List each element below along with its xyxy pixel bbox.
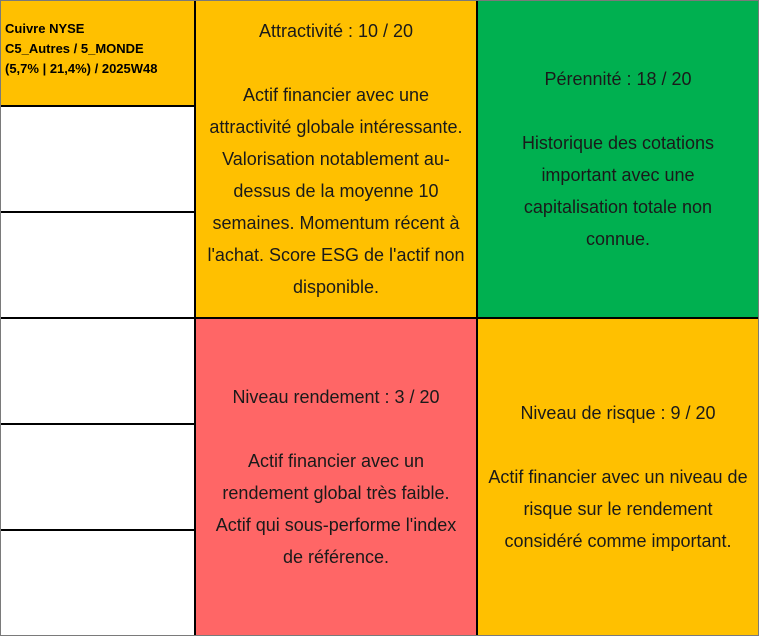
asset-header-cell [0, 0, 195, 106]
empty-side-cell [0, 530, 195, 636]
empty-side-cell [0, 318, 195, 424]
empty-side-cell [0, 424, 195, 530]
risque-description: Actif financier avec un niveau de risque sur le rendement considéré comme important. [488, 467, 748, 551]
attractivite-description: Actif financier avec une attractivité globale intéressante. Valorisation notablement au- dessus de la moyenne 10 semaines. Momentum récent à l'achat. Score ESG de l'actif non disponible. [207, 85, 465, 297]
perennite-title: Pérennité : 18 / 20 [544, 69, 692, 89]
asset-category: C5_Autres / 5_MONDE [5, 41, 144, 56]
rendement-title: Niveau rendement : 3 / 20 [232, 387, 440, 407]
risque-title: Niveau de risque : 9 / 20 [520, 403, 716, 423]
risque-panel [477, 318, 759, 636]
empty-side-cell [0, 212, 195, 318]
asset-stats-week: (5,7% | 21,4%) / 2025W48 [5, 61, 158, 76]
perennite-description: Historique des cotations important avec une capitalisation totale non connue. [521, 133, 715, 249]
attractivite-title: Attractivité : 10 / 20 [258, 21, 414, 41]
perennite-panel [477, 0, 759, 318]
rendement-description: Actif financier avec un rendement global très faible. Actif qui sous-performe l'index de référence. [215, 451, 457, 567]
rendement-panel [195, 318, 477, 636]
empty-side-cell [0, 106, 195, 212]
asset-name: Cuivre NYSE [5, 21, 85, 36]
attractivite-panel [195, 0, 477, 318]
